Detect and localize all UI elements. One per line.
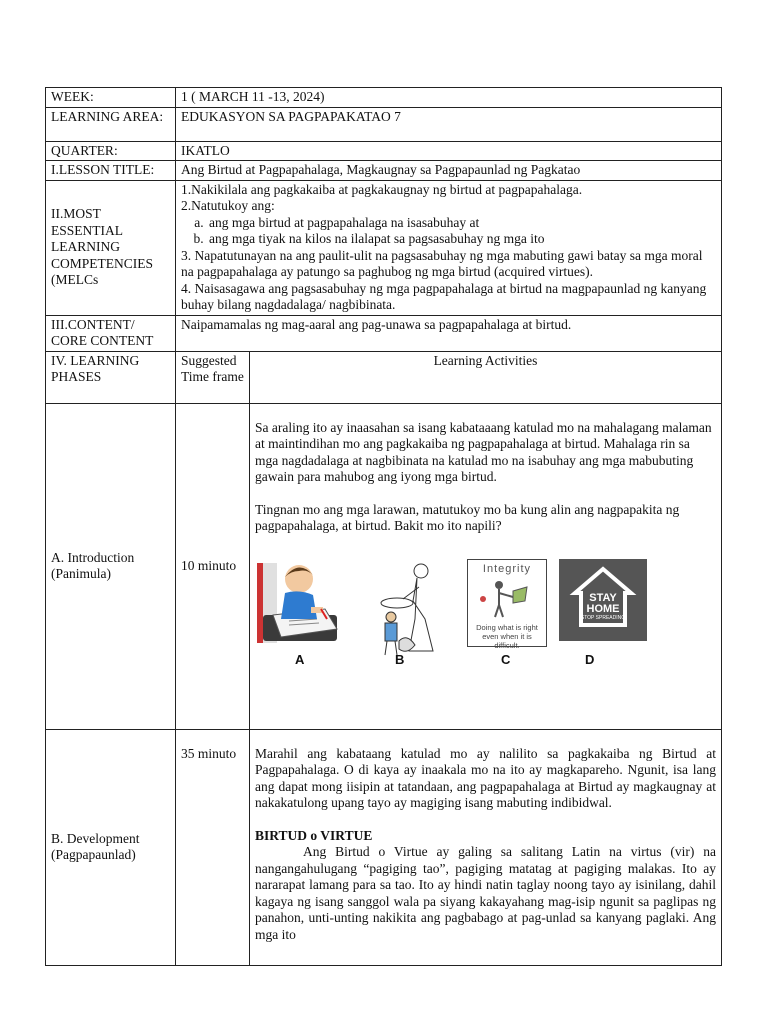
- integrity-caption: Doing what is right even when it is difficult.: [476, 623, 538, 650]
- lesson-plan-table: [45, 87, 722, 966]
- development-activities: [250, 729, 722, 965]
- melcs-label: II.MOST ESSENTIAL LEARNING COMPETENCIES (MELCs: [46, 180, 176, 315]
- row-development: [46, 729, 722, 965]
- lesson-title-label: I.LESSON TITLE:: [46, 161, 176, 181]
- row-content: [46, 315, 722, 351]
- picture-a: [255, 559, 363, 667]
- row-week: [46, 88, 722, 108]
- picture-c: [455, 559, 553, 667]
- week-label: WEEK:: [46, 88, 176, 108]
- row-introduction: [46, 403, 722, 729]
- melc-item-2b: b. ang mga tiyak na kilos na ilalapat sa pagsasabuhay ng mga ito: [207, 231, 716, 248]
- introduction-activities: [250, 403, 722, 729]
- melc-item-1: 1.Nakikilala ang pagkakaiba at pagkakaugnay ng birtud at pagpapahalaga.: [181, 181, 583, 197]
- picture-d-letter: D: [585, 652, 595, 667]
- learning-area-label: LEARNING AREA:: [46, 107, 176, 141]
- picture-d: [559, 559, 649, 667]
- picture-b: [369, 559, 449, 667]
- week-value: 1 ( MARCH 11 -13, 2024): [176, 88, 722, 108]
- stay-home-line-1: STAY: [589, 591, 617, 604]
- row-learning-area: [46, 107, 722, 141]
- introduction-paragraph-1: Sa araling ito ay inaasahan sa isang kabataaang katulad mo na mahalagang malaman at maintindihan mo ang pagkakaiba ng pagpapahalaga at birtud. Mahalaga rin sa mga nagdadalaga at nagbibinata na katulad mo na isabuhay ang mga mabubuting gawain para mahubog ang iyong mga birtud.: [255, 419, 712, 484]
- picture-b-letter: B: [395, 652, 405, 667]
- picture-a-letter: A: [295, 652, 305, 667]
- melc-sublist: [181, 215, 716, 248]
- virtue-heading: BIRTUD o VIRTUE: [255, 827, 373, 843]
- stay-home-line-3: STOP SPREADING: [580, 614, 626, 621]
- introduction-paragraph-2: Tingnan mo ang mga larawan, matutukoy mo ba kung alin ang nagpapakita ng pagpapahalaga, at birtud. Bakit mo ito napili?: [255, 501, 680, 533]
- melcs-content: [176, 180, 722, 315]
- integrity-figure-icon: [469, 577, 545, 623]
- quarter-label: QUARTER:: [46, 141, 176, 161]
- lesson-title-value: Ang Birtud at Pagpapahalaga, Magkaugnay sa Pagpapaunlad ng Pagkatao: [176, 161, 722, 181]
- integrity-poster: [467, 559, 547, 650]
- introduction-time: 10 minuto: [176, 403, 250, 729]
- introduction-label: A. Introduction (Panimula): [46, 403, 176, 729]
- time-frame-header: Suggested Time frame: [176, 351, 250, 403]
- quarter-value: IKATLO: [176, 141, 722, 161]
- development-paragraph-1: Marahil ang kabataang katulad mo ay nalilito sa pagkakaiba ng Birtud at Pagpapahalaga. O di kaya ay inaakala mo na ito ay magkapareho. Ngunit, isa lang ang dapat mong iisipin at tatandaan, ang pagpapahalaga at Birtud ay magkaugnay at nakakatulong upang tayo ay magiging isang mabuting indibidwal.: [255, 745, 716, 810]
- melc-item-3: 3. Napatutunayan na ang paulit-ulit na pagsasabuhay ng mga mabuting gawi batay sa mga moral na pagpapahalaga ay patungo sa paghubog ng mga birtud (acquired virtues).: [181, 247, 703, 279]
- melc-item-4: 4. Naisasagawa ang pagsasabuhay ng mga pagpapahalaga at birtud na magpapaunlad ng kanyang buhay bilang nagdadalaga/ nagbibinata.: [181, 280, 707, 312]
- picture-choices: [255, 559, 716, 667]
- row-phases-header: [46, 351, 722, 403]
- picture-c-letter: C: [501, 652, 511, 667]
- development-label: B. Development (Pagpapaunlad): [46, 729, 176, 965]
- development-time: 35 minuto: [176, 729, 250, 965]
- melc-item-2: 2.Natutukoy ang:: [181, 198, 275, 213]
- learning-area-value: EDUKASYON SA PAGPAPAKATAO 7: [176, 107, 722, 141]
- stay-home-poster: [559, 559, 647, 641]
- content-label: III.CONTENT/ CORE CONTENT: [46, 315, 176, 351]
- learning-activities-header: Learning Activities: [250, 351, 722, 403]
- development-paragraph-2: Ang Birtud o Virtue ay galing sa salitang Latin na virtus (vir) na nangangahulugang “pagiging tao”, pagiging matatag at pagiging malakas. Ito ay nararapat lamang para sa tao. Ito ay hindi natin taglay noong tayo ay isinilang, dahil kagaya ng isang sanggol wala pa siyang kakayahang mag-isip ngunit sa paglipas ng panahon, unti-unting nakikita ang pagbabago at pag-unlad sa kanyang paglaki. Ang mga ito: [255, 844, 716, 942]
- row-melcs: [46, 180, 722, 315]
- melc-item-2a: a. ang mga birtud at pagpapahalaga na isasabuhay at: [207, 215, 716, 232]
- integrity-title: Integrity: [482, 562, 532, 575]
- row-lesson-title: [46, 161, 722, 181]
- phases-label: IV. LEARNING PHASES: [46, 351, 176, 403]
- row-quarter: [46, 141, 722, 161]
- stay-home-line-2: HOME: [586, 602, 620, 615]
- mother-child-image: [369, 559, 449, 667]
- boy-drawing-image: [255, 559, 363, 667]
- content-value: Naipamamalas ng mag-aaral ang pag-unawa sa pagpapahalaga at birtud.: [176, 315, 722, 351]
